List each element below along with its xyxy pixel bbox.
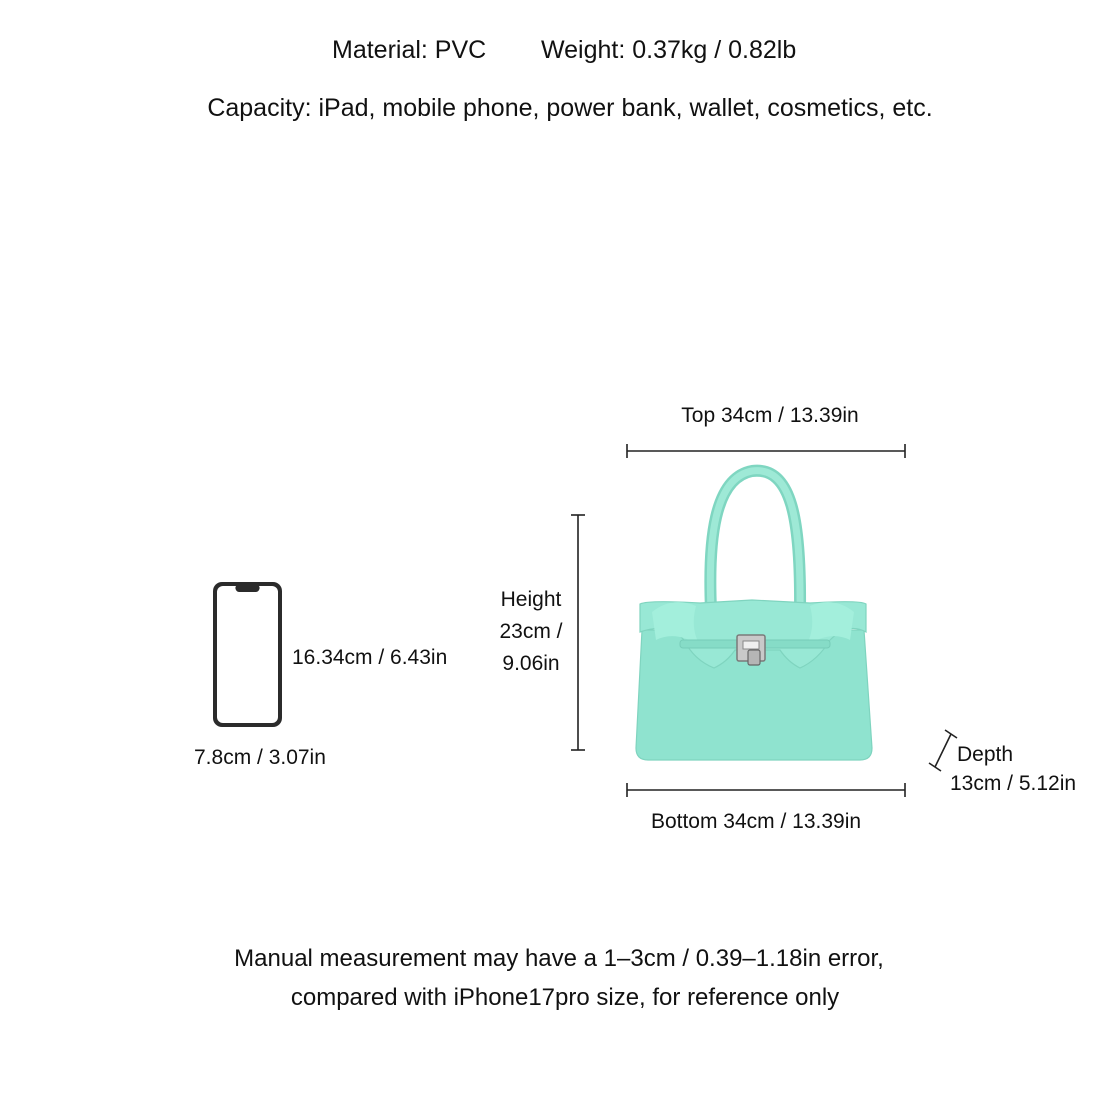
bag-height-label [470, 584, 592, 680]
bag-top-label: Top 34cm / 13.39in [681, 404, 859, 427]
bag-depth-value: 13cm / 5.12in [950, 772, 1077, 795]
material-text: Material: PVC [332, 36, 487, 64]
footer-disclaimer-line2: compared with iPhone17pro size, for reference only [290, 984, 840, 1011]
bottom-dimension-line [627, 783, 905, 797]
phone-width-label: 7.8cm / 3.07in [194, 746, 326, 769]
depth-dimension-line [929, 730, 957, 771]
capacity-text: Capacity: iPad, mobile phone, power bank, wallet, cosmetics, etc. [207, 94, 933, 122]
top-dimension-line [627, 444, 905, 458]
phone-icon [213, 582, 282, 727]
handbag-image [636, 471, 872, 760]
weight-text: Weight: 0.37kg / 0.82lb [541, 36, 797, 64]
bag-bottom-label: Bottom 34cm / 13.39in [650, 810, 862, 833]
bag-height-label-line3: 9.06in [502, 652, 560, 675]
bag-height-label-line1: Height [500, 588, 562, 611]
footer-disclaimer-line1: Manual measurement may have a 1–3cm / 0.39–1.18in error, [234, 945, 884, 972]
phone-height-label: 16.34cm / 6.43in [292, 646, 448, 669]
bag-depth-label: Depth [957, 743, 1014, 766]
bag-height-label-line2: 23cm / [499, 620, 563, 643]
